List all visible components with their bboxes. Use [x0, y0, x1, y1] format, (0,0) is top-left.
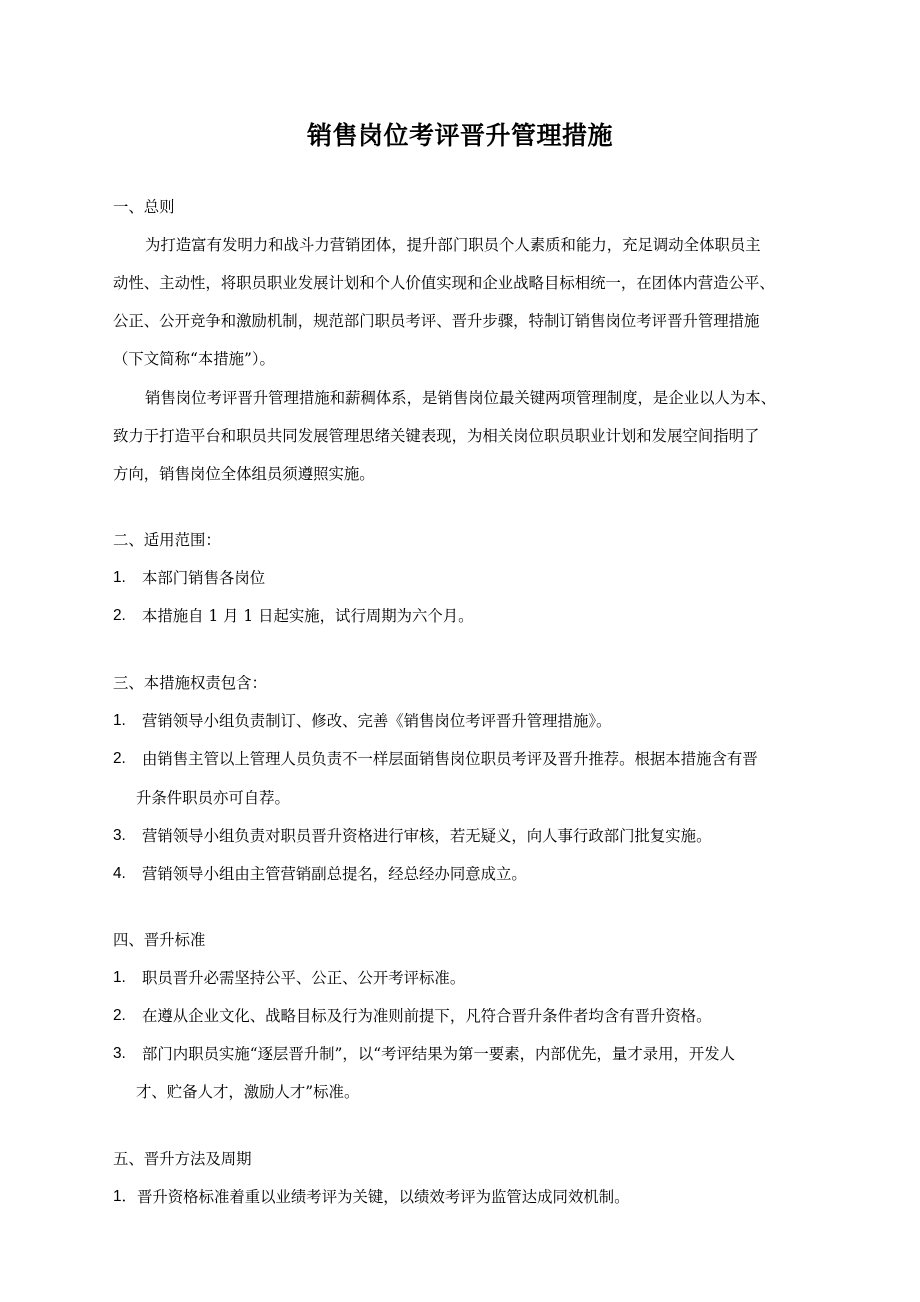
list-item-number: 1. — [113, 569, 126, 586]
list-item-text: 营销领导小组由主管营销副总提名，经总经办同意成立。 — [142, 865, 527, 883]
list-item-number: 3. — [113, 827, 126, 844]
paragraph-line: 为打造富有发明力和战斗力营销团体，提升部门职员个人素质和能力，充足调动全体职员主 — [145, 236, 761, 254]
list-item-number: 1． — [113, 1188, 137, 1205]
paragraph-line: 方向，销售岗位全体组员须遵照实施。 — [113, 465, 375, 483]
paragraph-line: 公正、公开竞争和激励机制，规范部门职员考评、晋升步骤，特制订销售岗位考评晋升管理措施 — [113, 312, 760, 330]
list-item-text-continued: 才、贮备人才，激励人才”标准。 — [136, 1083, 360, 1101]
list-item-text: 本措施自 1 月 1 日起实施，试行周期为六个月。 — [142, 607, 474, 625]
list-item-text: 营销领导小组负责对职员晋升资格进行审核，若无疑义，向人事行政部门批复实施。 — [142, 827, 712, 845]
list-item-number: 3. — [113, 1045, 126, 1062]
list-item-text-continued: 升条件职员亦可自荐。 — [136, 789, 290, 807]
list-item-number: 2. — [113, 607, 126, 624]
section-heading-responsibilities: 三、本措施权责包含： — [113, 674, 267, 692]
list-item-text: 职员晋升必需坚持公平、公正、公开考评标准。 — [142, 969, 466, 987]
list-item-text: 部门内职员实施“逐层晋升制”，以“考评结果为第一要素，内部优先，量才录用，开发人 — [142, 1045, 736, 1063]
document-title: 销售岗位考评晋升管理措施 — [306, 121, 613, 150]
paragraph-line: （下文简称“本措施”）。 — [113, 350, 275, 368]
list-item-number: 1. — [113, 969, 126, 986]
list-item-number: 2. — [113, 750, 126, 767]
list-item-text: 由销售主管以上管理人员负责不一样层面销售岗位职员考评及晋升推荐。根据本措施含有晋 — [142, 750, 758, 768]
list-item-number: 4. — [113, 865, 126, 882]
section-heading-methods: 五、晋升方法及周期 — [113, 1150, 252, 1168]
section-heading-scope: 二、适用范围： — [113, 531, 221, 549]
list-item-number: 2. — [113, 1007, 126, 1024]
section-heading-general: 一、总则 — [113, 198, 175, 216]
list-item-number: 1. — [113, 712, 126, 729]
paragraph-line: 动性、主动性，将职员职业发展计划和个人价值实现和企业战略目标相统一，在团体内营造公平、 — [113, 274, 775, 292]
paragraph-line: 致力于打造平台和职员共同发展管理思绪关键表现，为相关岗位职员职业计划和发展空间指明了 — [113, 427, 760, 445]
paragraph-line: 销售岗位考评晋升管理措施和薪稠体系，是销售岗位最关键两项管理制度，是企业以人为本、 — [145, 389, 777, 407]
list-item-text: 营销领导小组负责制订、修改、完善《销售岗位考评晋升管理措施》。 — [142, 712, 612, 730]
section-heading-standards: 四、晋升标准 — [113, 931, 206, 949]
list-item-text: 本部门销售各岗位 — [142, 569, 266, 587]
list-item-text: 在遵从企业文化、战略目标及行为准则前提下，凡符合晋升条件者均含有晋升资格。 — [142, 1007, 712, 1025]
list-item-text: 晋升资格标准着重以业绩考评为关键，以绩效考评为监管达成同效机制。 — [137, 1188, 630, 1206]
